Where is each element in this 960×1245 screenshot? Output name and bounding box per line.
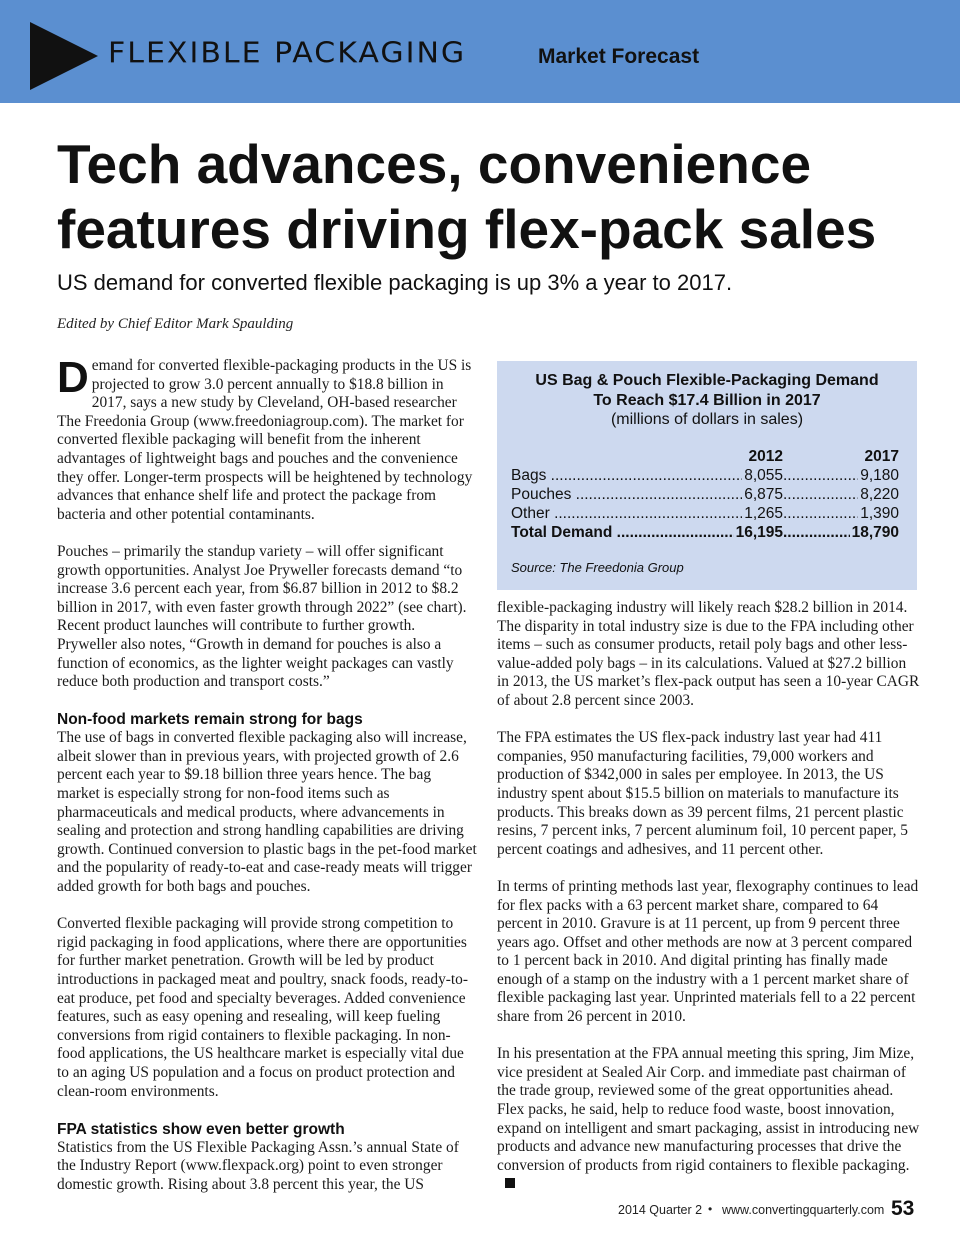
- sidebar-title-line1: US Bag & Pouch Flexible-Packaging Demand: [535, 372, 879, 389]
- footer-bullet: •: [708, 1202, 713, 1216]
- subhead-nonfood: Non-food markets remain strong for bags: [57, 711, 363, 729]
- total-value-2017: 18,790: [851, 524, 899, 541]
- sidebar-title-line2: To Reach $17.4 Billion in 2017: [593, 391, 821, 409]
- row-value-2017: 8,220: [860, 486, 899, 503]
- play-triangle-icon: [30, 22, 98, 90]
- paragraph-2: Pouches – primarily the standup variety – will offer significant growth opportunities. Analyst Joe Pryweller forecasts demand “to increase 3.6 percent each year, from $6.87 billion in 2012 to $8.2 billion in 2017, with even faster growth through 2022” (see chart). Recent product launches will contribute to further growth. Pryweller also notes, “Growth in demand for pouches is also a function of economics, as the lighter weight packages can vastly reduce both production and transport costs.”: [57, 542, 467, 691]
- article-column-right: [497, 599, 921, 1213]
- total-row: [511, 523, 899, 542]
- table-row: [511, 504, 899, 523]
- footer-url: www.convertingquarterly.com: [722, 1203, 885, 1217]
- paragraph-6: flexible-packaging industry will likely reach $28.2 billion in 2014. The disparity in total industry size is due to the FPA including other items – such as consumer products, retail poly bags and other less-value-added poly bags – in its calculations. Valued at $27.2 billion in 2013, the US market’s flex-pack output has seen a 10-year CAGR of about 2.8 percent since 2003.: [497, 599, 920, 709]
- total-label: Total Demand .....: [511, 523, 783, 542]
- paragraph-8: In terms of printing methods last year, flexography continues to lead for flex packs with a 63 percent market share, compared to 64 percent in 2010. Gravure is at 11 percent, up from 9 percent three years ago. Offset and other methods are now at 3 percent compared to 1 percent back in 2010. And digital printing has finally made enough of a stamp on the industry with a 1 percent market share of flexible packaging last year. Unprinted materials fell to a 22 percent share from 26 percent in 2010.: [497, 877, 919, 1026]
- row-value-2012: 8,055: [744, 467, 783, 484]
- row-value-2012: 6,875: [744, 486, 783, 503]
- row-label: Other .....: [511, 504, 783, 523]
- article-byline: Edited by Chief Editor Mark Spaulding: [57, 316, 294, 332]
- footer-issue: 2014 Quarter 2: [618, 1203, 703, 1217]
- row-label: Bags .....: [511, 466, 783, 485]
- paragraph-9-text: In his presentation at the FPA annual meeting this spring, Jim Mize, vice president at Sealed Air Corp. and immediate past chairman of the trade group, reviewed some of the great opportunities ahead. Flex packs, he said, help to reduce food waste, boost innovation, expand on intelligent and smart packaging, assist in introducing new products and advance new manufacturing processes that drive the conversion of products from rigid containers to flexible packaging.: [497, 1045, 920, 1174]
- paragraph-4: Converted flexible packaging will provide strong competition to rigid packaging in food applications, where there are opportunities for further market penetration. Growth will be led by product introductions in packaged meat and poultry, snack foods, ready-to-eat produce, pet food and specialty beverages. Added convenience features, such as easy opening and resealing, will keep fueling conversions from rigid containers to flexible packaging. In non-food applications, the US healthcare market is especially vital due to an aging US population and a focus on product protection and clean-room environments.: [57, 915, 469, 1100]
- paragraph-9: [497, 1045, 921, 1194]
- article-dek: US demand for converted flexible packaging is up 3% a year to 2017.: [57, 270, 733, 295]
- drop-cap: D: [57, 353, 89, 402]
- row-label: Pouches .....: [511, 485, 783, 504]
- col-header-2012: 2012: [748, 448, 783, 465]
- subhead-fpa: FPA statistics show even better growth: [57, 1120, 345, 1138]
- sidebar-title: [497, 371, 917, 430]
- article-column-left: [57, 353, 477, 1213]
- section-subtitle: Market Forecast: [538, 45, 700, 68]
- paragraph-1-text: emand for converted flexible-packaging products in the US is projected to grow 3.0 percent annually to $18.8 billion in 2017, says a new study by Cleveland, OH-based researcher The Freedonia Group (www.freedoniagroup.com). The market for converted flexible packaging will benefit from the inherent advantages of lightweight bags and pouches and the convenience they offer. Longer-term prospects will be heightened by technology advances that enhance shelf life and protect the package from bacteria and other potential contaminants.: [57, 357, 473, 523]
- row-value-2012: 1,265: [744, 505, 783, 522]
- sidebar-title-line3: (millions of dollars in sales): [610, 411, 804, 428]
- row-value-2017: 1,390: [860, 505, 899, 522]
- total-value-2012: 16,195: [735, 524, 783, 541]
- paragraph-5: Statistics from the US Flexible Packaging Assn.’s annual State of the Industry Report (www.flexpack.org) point to even stronger domestic growth. Rising about 3.8 percent this year, the US: [57, 1138, 459, 1193]
- section-banner: [0, 0, 960, 103]
- col-header-2017: 2017: [864, 448, 899, 465]
- end-square-icon: [505, 1178, 515, 1188]
- page-number: 53: [891, 1197, 915, 1220]
- section-title: FLEXIBLE PACKAGING: [108, 36, 467, 71]
- demand-table: [511, 447, 899, 542]
- demand-sidebar-box: [497, 361, 917, 590]
- paragraph-1: [57, 353, 477, 524]
- table-row: [511, 466, 899, 485]
- table-row: [511, 485, 899, 504]
- paragraph-7: The FPA estimates the US flex-pack industry last year had 411 companies, 950 manufacturing facilities, 79,000 workers and production of $342,000 in sales per employee. In 2013, the US industry spent about $15.5 billion on materials to manufacture its products. This breaks down as 39 percent films, 21 percent plastic resins, 7 percent inks, 7 percent aluminum foil, 10 percent paper, 5 percent coatings and adhesives, and 11 percent other.: [497, 729, 908, 858]
- table-header-row: [511, 447, 899, 466]
- paragraph-3: The use of bags in converted flexible packaging also will increase, albeit slower than in previous years, with projected growth of 2.6 percent each year to $9.18 billion three years hence. The bag market is especially strong for non-food items such as pharmaceuticals and medical products, where advancements in sealing and protection and strong handling capabilities are driving growth. Continued conversion to plastic bags in the pet-food market and the popularity of ready-to-eat and case-ready meats will trigger added growth for both bags and pouches.: [57, 729, 477, 896]
- article-headline: Tech advances, convenience features driving flex-pack sales: [57, 133, 877, 260]
- sidebar-source: Source: The Freedonia Group: [511, 560, 684, 575]
- row-value-2017: 9,180: [860, 467, 899, 484]
